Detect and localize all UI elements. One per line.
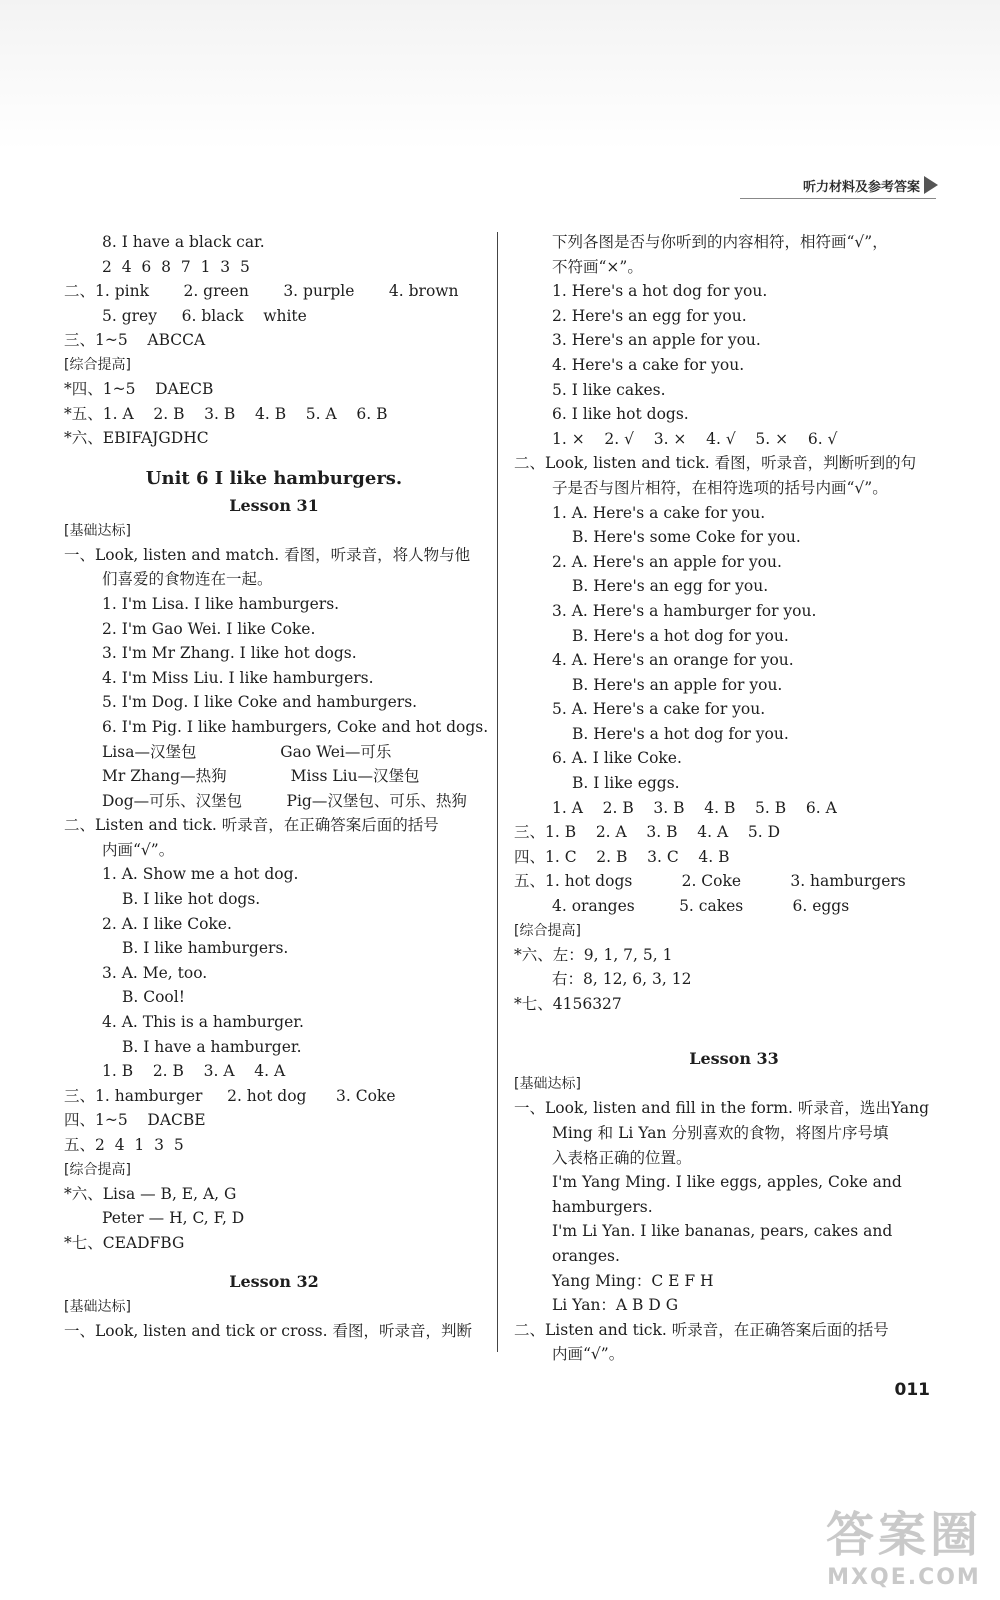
left-column bbox=[64, 230, 489, 1344]
column-divider bbox=[497, 232, 498, 1352]
answer-line: 五、2 4 1 3 5 bbox=[64, 1136, 184, 1154]
right-column bbox=[514, 230, 954, 1367]
option-line: 5. A. Here's a cake for you. bbox=[552, 700, 766, 719]
watermark-title: 答案圈 bbox=[825, 1507, 982, 1563]
section-heading: [基础达标] bbox=[64, 1299, 131, 1316]
text-line: 5. grey 6. black white bbox=[102, 306, 307, 325]
option-line: B. Here's a hot dog for you. bbox=[572, 724, 789, 743]
option-line: B. Here's an apple for you. bbox=[572, 675, 783, 694]
lesson-title: Lesson 33 bbox=[689, 1049, 779, 1069]
answer-line: *六、Lisa — B, E, A, G bbox=[64, 1184, 237, 1203]
answer-line: Peter — H, C, F, D bbox=[102, 1209, 245, 1228]
option-line: 1. A. Show me a hot dog. bbox=[102, 865, 299, 884]
option-line: 4. A. Here's an orange for you. bbox=[552, 651, 794, 670]
lesson-title: Lesson 32 bbox=[229, 1272, 319, 1292]
list-item: 3. I'm Mr Zhang. I like hot dogs. bbox=[102, 644, 357, 663]
question-line: 二、Listen and tick. 听录音，在正确答案后面的括号 bbox=[514, 1320, 889, 1339]
watermark-logo bbox=[826, 1496, 982, 1590]
option-line: 6. A. I like Coke. bbox=[552, 749, 682, 768]
script-line: hamburgers. bbox=[552, 1197, 653, 1216]
answer-line: 4. oranges 5. cakes 6. eggs bbox=[552, 897, 850, 916]
match-answer: Mr Zhang—热狗 Miss Liu—汉堡包 bbox=[102, 767, 420, 786]
question-line: 一、Look, listen and match. 看图，听录音，将人物与他 bbox=[64, 545, 471, 564]
answer-line: *七、4156327 bbox=[514, 994, 622, 1013]
question-line: 内画“√”。 bbox=[102, 840, 175, 859]
text-line: 8. I have a black car. bbox=[102, 233, 265, 251]
list-item: 3. Here's an apple for you. bbox=[552, 331, 761, 350]
text-line: 三、1~5 ABCCA bbox=[64, 331, 206, 350]
list-item: 6. I'm Pig. I like hamburgers, Coke and hot dogs. bbox=[102, 717, 489, 736]
list-item: 1. I'm Lisa. I like hamburgers. bbox=[102, 594, 340, 613]
question-line: 入表格正确的位置。 bbox=[552, 1148, 692, 1167]
list-item: 2. Here's an egg for you. bbox=[552, 306, 747, 325]
question-line: 二、Listen and tick. 听录音，在正确答案后面的括号 bbox=[64, 816, 439, 835]
scan-top-shading bbox=[0, 0, 1000, 150]
section-heading: [基础达标] bbox=[64, 522, 131, 539]
option-line: B. I like hamburgers. bbox=[122, 939, 289, 958]
section-heading: [综合提高] bbox=[514, 922, 581, 939]
question-line: 们喜爱的食物连在一起。 bbox=[102, 570, 273, 589]
option-line: B. I like eggs. bbox=[572, 774, 680, 793]
answer-line: 1. A 2. B 3. B 4. B 5. B 6. A bbox=[552, 798, 837, 817]
option-line: 2. A. Here's an apple for you. bbox=[552, 552, 782, 571]
question-line: 内画“√”。 bbox=[552, 1345, 625, 1364]
option-line: 2. A. I like Coke. bbox=[102, 914, 232, 933]
option-line: 3. A. Here's a hamburger for you. bbox=[552, 601, 817, 620]
text-line: *六、EBIFAJGDHC bbox=[64, 429, 209, 448]
script-line: I'm Li Yan. I like bananas, pears, cakes and bbox=[552, 1222, 893, 1241]
list-item: 5. I'm Dog. I like Coke and hamburgers. bbox=[102, 693, 418, 712]
list-item: 4. I'm Miss Liu. I like hamburgers. bbox=[102, 668, 374, 687]
match-answer: Lisa—汉堡包 Gao Wei—可乐 bbox=[102, 742, 392, 761]
question-line: 不符画“×”。 bbox=[552, 257, 643, 276]
answer-line: 四、1. C 2. B 3. C 4. B bbox=[514, 847, 730, 866]
header-arrow-icon bbox=[924, 176, 938, 194]
option-line: 4. A. This is a hamburger. bbox=[102, 1013, 304, 1032]
option-line: B. I have a hamburger. bbox=[122, 1037, 302, 1056]
answer-line: 右：8, 12, 6, 3, 12 bbox=[552, 970, 692, 989]
option-line: B. Here's a hot dog for you. bbox=[572, 626, 789, 645]
answer-line: 1. × 2. √ 3. × 4. √ 5. × 6. √ bbox=[552, 429, 838, 448]
question-line: 一、Look, listen and tick or cross. 看图，听录音，判断 bbox=[64, 1322, 472, 1341]
lesson-title: Lesson 31 bbox=[229, 495, 319, 515]
section-heading: [综合提高] bbox=[64, 1161, 131, 1178]
section-heading: [基础达标] bbox=[514, 1076, 581, 1093]
script-line: I'm Yang Ming. I like eggs, apples, Coke and bbox=[552, 1173, 902, 1192]
watermark-url: MXQE.COM bbox=[827, 1565, 981, 1590]
list-item: 4. Here's a cake for you. bbox=[552, 355, 745, 374]
list-item: 2. I'm Gao Wei. I like Coke. bbox=[102, 619, 316, 638]
answer-line: 三、1. hamburger 2. hot dog 3. Coke bbox=[64, 1086, 396, 1105]
option-line: B. Here's an egg for you. bbox=[572, 577, 769, 596]
answer-line: *六、左：9, 1, 7, 5, 1 bbox=[514, 945, 673, 964]
question-line: Ming 和 Li Yan 分别喜欢的食物，将图片序号填 bbox=[552, 1124, 889, 1142]
list-item: 6. I like hot dogs. bbox=[552, 405, 689, 424]
list-item: 1. Here's a hot dog for you. bbox=[552, 282, 768, 301]
option-line: B. I like hot dogs. bbox=[122, 890, 261, 909]
option-line: B. Here's some Coke for you. bbox=[572, 528, 801, 547]
option-line: B. Cool! bbox=[122, 988, 185, 1007]
answer-line: *七、CEADFBG bbox=[64, 1233, 185, 1252]
section-heading: [综合提高] bbox=[64, 356, 131, 373]
text-line: 2 4 6 8 7 1 3 5 bbox=[102, 257, 250, 276]
option-line: 3. A. Me, too. bbox=[102, 963, 208, 982]
answer-line: 三、1. B 2. A 3. B 4. A 5. D bbox=[514, 823, 781, 842]
text-line: 二、1. pink 2. green 3. purple 4. brown bbox=[64, 282, 459, 301]
script-line: oranges. bbox=[552, 1246, 620, 1265]
option-line: 1. A. Here's a cake for you. bbox=[552, 503, 766, 522]
answer-line: Yang Ming：C E F H bbox=[552, 1271, 714, 1290]
page-number: 011 bbox=[894, 1380, 930, 1400]
question-line: 下列各图是否与你听到的内容相符，相符画“√”， bbox=[552, 233, 888, 251]
question-line: 一、Look, listen and fill in the form. 听录音，选出Yang bbox=[514, 1099, 930, 1118]
list-item: 5. I like cakes. bbox=[552, 380, 666, 399]
text-line: *五、1. A 2. B 3. B 4. B 5. A 6. B bbox=[64, 404, 388, 423]
answer-line: 五、1. hot dogs 2. Coke 3. hamburgers bbox=[514, 872, 906, 891]
text-line: *四、1~5 DAECB bbox=[64, 379, 214, 398]
answer-line: 四、1~5 DACBE bbox=[64, 1111, 206, 1130]
header-rule bbox=[740, 198, 936, 199]
match-answer: Dog—可乐、汉堡包 Pig—汉堡包、可乐、热狗 bbox=[102, 791, 467, 810]
running-header: 听力材料及参考答案 bbox=[802, 180, 920, 195]
answer-line: Li Yan：A B D G bbox=[552, 1296, 679, 1315]
unit-title: Unit 6 I like hamburgers. bbox=[145, 467, 403, 489]
question-line: 二、Look, listen and tick. 看图，听录音，判断听到的句 bbox=[514, 454, 917, 473]
answer-line: 1. B 2. B 3. A 4. A bbox=[102, 1062, 286, 1081]
question-line: 子是否与图片相符，在相符选项的括号内画“√”。 bbox=[552, 478, 888, 497]
